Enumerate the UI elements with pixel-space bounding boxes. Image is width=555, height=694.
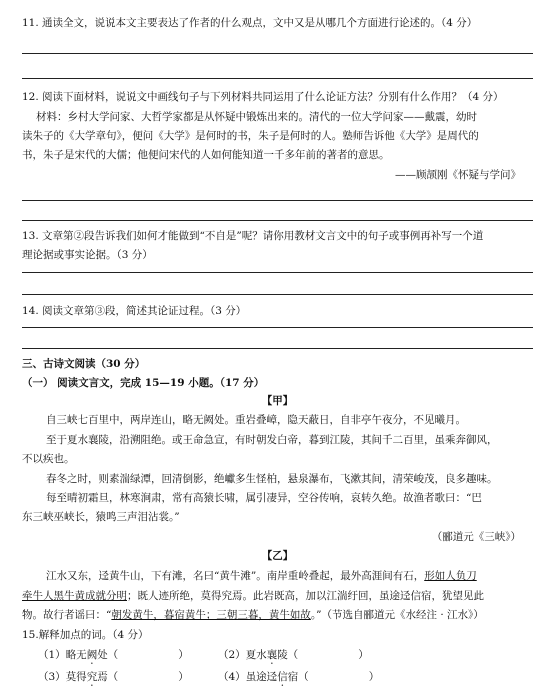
passage-jia-line: 自三峡七百里中，两岸连山，略无阙处。重岩叠嶂，隐天蔽日，自非亭午夜分，不见曦月。 [46, 414, 466, 426]
question-14: 14. 阅读文章第③段，简述其论证过程。（3 分） [22, 305, 247, 317]
question-15: 15.解释加点的词。（4 分） [22, 629, 149, 641]
passage-text: 物。故行者谣曰：“ [22, 609, 112, 621]
material-source: ——顾颉刚《怀疑与学问》 [395, 169, 521, 181]
underlined-sentence: 形如人负刀 [424, 570, 477, 582]
item-number: （3） [38, 671, 66, 683]
passage-jia-line: 每至晴初霜旦，林寒涧肃，常有高猿长啸，属引凄异，空谷传响，哀转久绝。故渔者歌曰：“巴 [46, 492, 482, 504]
question-11: 11. 通读全文，说说本文主要表达了作者的什么观点，文中又是从哪几个方面进行论述的。（4 分） [22, 17, 478, 29]
material-line: 读朱子的《大学章句》，便问《大学》是何时的书，朱子是何时的人。塾师告诉他《大学》是周代的 [22, 130, 479, 142]
answer-line [22, 327, 533, 328]
answer-line [22, 272, 533, 273]
dotted-word: 信 [277, 671, 288, 683]
item-text: 焉（ [97, 671, 119, 683]
item-text: 处（ [97, 649, 119, 661]
section-title: 三、古诗文阅读（30 分） [22, 358, 146, 370]
item-text: ） [358, 649, 369, 661]
dotted-word: 襄 [266, 649, 278, 661]
passage-jia-title: 【甲】 [261, 395, 294, 407]
passage-jia-line: 春冬之时，则素湍绿潭，回清倒影，绝巘多生怪柏，悬泉瀑布，飞漱其间，清荣峻茂，良多趣味。 [46, 473, 498, 485]
passage-yi-line [22, 608, 484, 622]
item-text: 略无 [65, 649, 87, 661]
answer-line [22, 220, 533, 221]
passage-yi-line [22, 589, 484, 603]
item-text: 宿（ [287, 671, 309, 683]
q15-item-1 [38, 648, 189, 667]
item-text: 莫得 [65, 671, 87, 683]
question-12: 12. 阅读下面材料，说说文中画线句子与下列材料共同运用了什么论证方法？分别有什么作用？（4 分） [22, 91, 504, 103]
passage-jia-source: （郦道元《三峡》） [431, 531, 521, 543]
passage-text: 江水又东，迳黄牛山，下有滩，名曰“黄牛滩”。南岸重岭叠起，最外高涯间有石， [46, 570, 425, 582]
section-subtitle: （一） 阅读文言文，完成 15—19 小题。（17 分） [22, 377, 265, 389]
passage-yi-line [46, 569, 477, 583]
material-line: 材料：乡村大学问家、大哲学家都是从怀疑中锻炼出来的。清代的一位大学问家——戴震，幼时 [36, 111, 477, 123]
answer-line [22, 78, 533, 79]
passage-yi-title: 【乙】 [261, 550, 294, 562]
passage-jia-line: 东三峡巫峡长，猿鸣三声泪沾裳。” [22, 511, 180, 523]
item-text: 夏水 [245, 649, 267, 661]
answer-line [22, 294, 533, 295]
item-text: 虽途迳 [245, 671, 278, 683]
item-number: （1） [38, 649, 66, 661]
passage-text: 。”（节选自郦道元《水经注 · 江水》） [310, 609, 484, 621]
item-number: （2） [218, 649, 246, 661]
material-line: 书，朱子是宋代的大儒；他便问宋代的人如何能知道一千多年前的著者的意思。 [22, 149, 390, 161]
underlined-sentence: 朝发黄牛，暮宿黄牛；三朝三暮，黄牛如故 [111, 609, 311, 621]
passage-text: ；既人迹所绝，莫得究焉。此岩既高，加以江湍纡回，虽途迳信宿，犹望见此 [127, 590, 484, 602]
q15-item-3 [38, 670, 189, 689]
answer-line [22, 348, 533, 349]
dotted-word: 阙 [86, 649, 98, 661]
q15-item-2 [218, 648, 369, 667]
item-number: （4） [218, 671, 246, 683]
answer-line [22, 53, 533, 54]
item-text: ） [178, 671, 189, 683]
item-text: ） [178, 649, 189, 661]
question-13: 13. 文章第②段告诉我们如何才能做到“不自是”呢？请你用教材文言文中的句子或事例再补写一个道 [22, 230, 484, 242]
q15-item-4 [218, 670, 379, 689]
passage-jia-line: 不以疾也。 [22, 453, 75, 465]
answer-line [22, 200, 533, 201]
question-13-cont: 理论据或事实论据。（3 分） [22, 249, 153, 261]
item-text: 陵（ [277, 649, 299, 661]
item-text: ） [368, 671, 380, 683]
underlined-sentence: 牵牛人黑牛黄成就分明 [22, 590, 127, 602]
passage-jia-line: 至于夏水襄陵，沿溯阻绝。或王命急宣，有时朝发白帝，暮到江陵，其间千二百里，虽乘奔御风， [46, 434, 498, 446]
dotted-word: 究 [86, 671, 98, 683]
